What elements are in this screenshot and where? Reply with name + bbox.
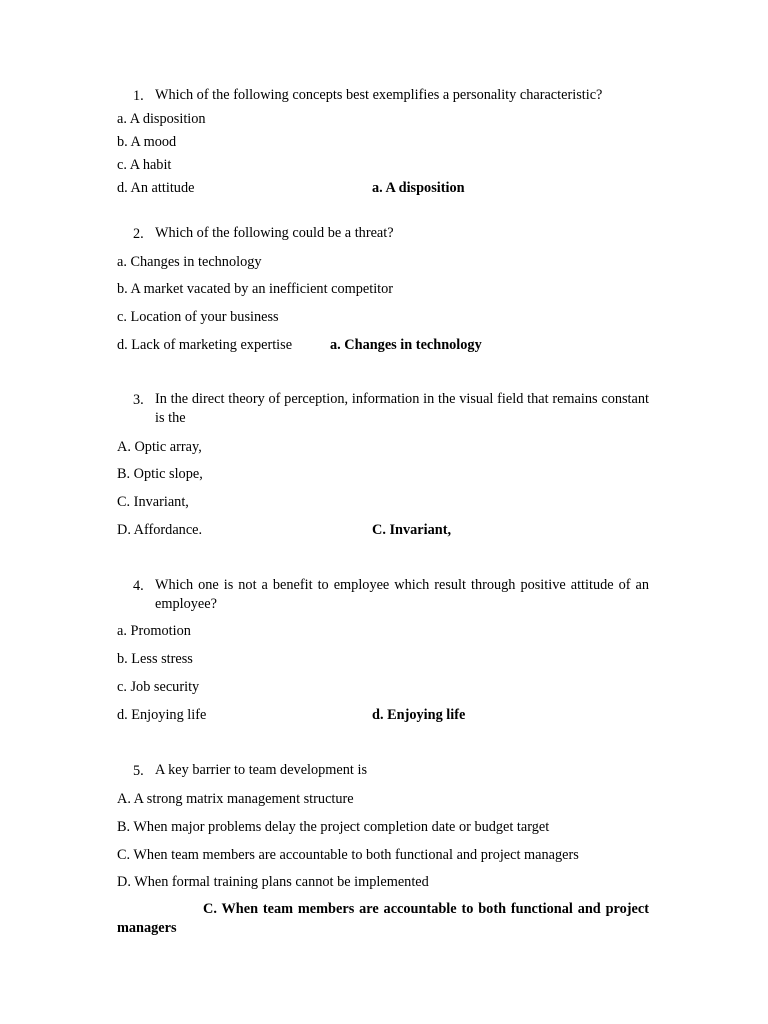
question-5-answer: C. When team members are accountable to both functional and project managers bbox=[117, 901, 649, 936]
question-1-number: 1. bbox=[133, 88, 144, 104]
question-5-text: A key barrier to team development is bbox=[155, 762, 368, 778]
question-1-option-c: c. A habit bbox=[117, 157, 172, 173]
question-4-option-c: c. Job security bbox=[117, 679, 200, 695]
question-4-number: 4. bbox=[133, 578, 144, 594]
question-4-option-d: d. Enjoying life bbox=[117, 707, 207, 723]
question-2-text: Which of the following could be a threat? bbox=[155, 225, 394, 241]
question-5-option-a: A. A strong matrix management structure bbox=[117, 791, 354, 807]
question-5-option-b: B. When major problems delay the project completion date or budget target bbox=[117, 819, 550, 835]
question-3-answer: C. Invariant, bbox=[372, 522, 452, 538]
question-4-option-b: b. Less stress bbox=[117, 651, 193, 667]
question-4-answer: d. Enjoying life bbox=[372, 707, 466, 723]
question-1-option-d: d. An attitude bbox=[117, 180, 195, 196]
question-5-number: 5. bbox=[133, 763, 144, 779]
question-3-number: 3. bbox=[133, 392, 144, 408]
question-2-option-a: a. Changes in technology bbox=[117, 254, 262, 270]
question-2-option-d: d. Lack of marketing expertise bbox=[117, 337, 293, 353]
question-3-option-d: D. Affordance. bbox=[117, 522, 203, 538]
question-3-option-c: C. Invariant, bbox=[117, 494, 189, 510]
question-1-text: Which of the following concepts best exemplifies a personality characteristic? bbox=[155, 87, 603, 103]
question-1-answer: a. A disposition bbox=[372, 180, 465, 196]
question-2-answer: a. Changes in technology bbox=[330, 337, 482, 353]
question-4-text: Which one is not a benefit to employee which result through positive attitude of an employee? bbox=[155, 577, 649, 612]
question-5-option-c: C. When team members are accountable to both functional and project managers bbox=[117, 847, 579, 863]
question-5-option-d: D. When formal training plans cannot be implemented bbox=[117, 874, 429, 890]
question-4-option-a: a. Promotion bbox=[117, 623, 191, 639]
question-3-option-a: A. Optic array, bbox=[117, 439, 202, 455]
question-3-option-b: B. Optic slope, bbox=[117, 466, 203, 482]
question-2-number: 2. bbox=[133, 226, 144, 242]
question-1-option-b: b. A mood bbox=[117, 134, 177, 150]
question-1-option-a: a. A disposition bbox=[117, 111, 206, 127]
question-3-text: In the direct theory of perception, information in the visual field that remains constant is the bbox=[155, 391, 649, 426]
question-2-option-b: b. A market vacated by an inefficient competitor bbox=[117, 281, 394, 297]
question-2-option-c: c. Location of your business bbox=[117, 309, 279, 325]
